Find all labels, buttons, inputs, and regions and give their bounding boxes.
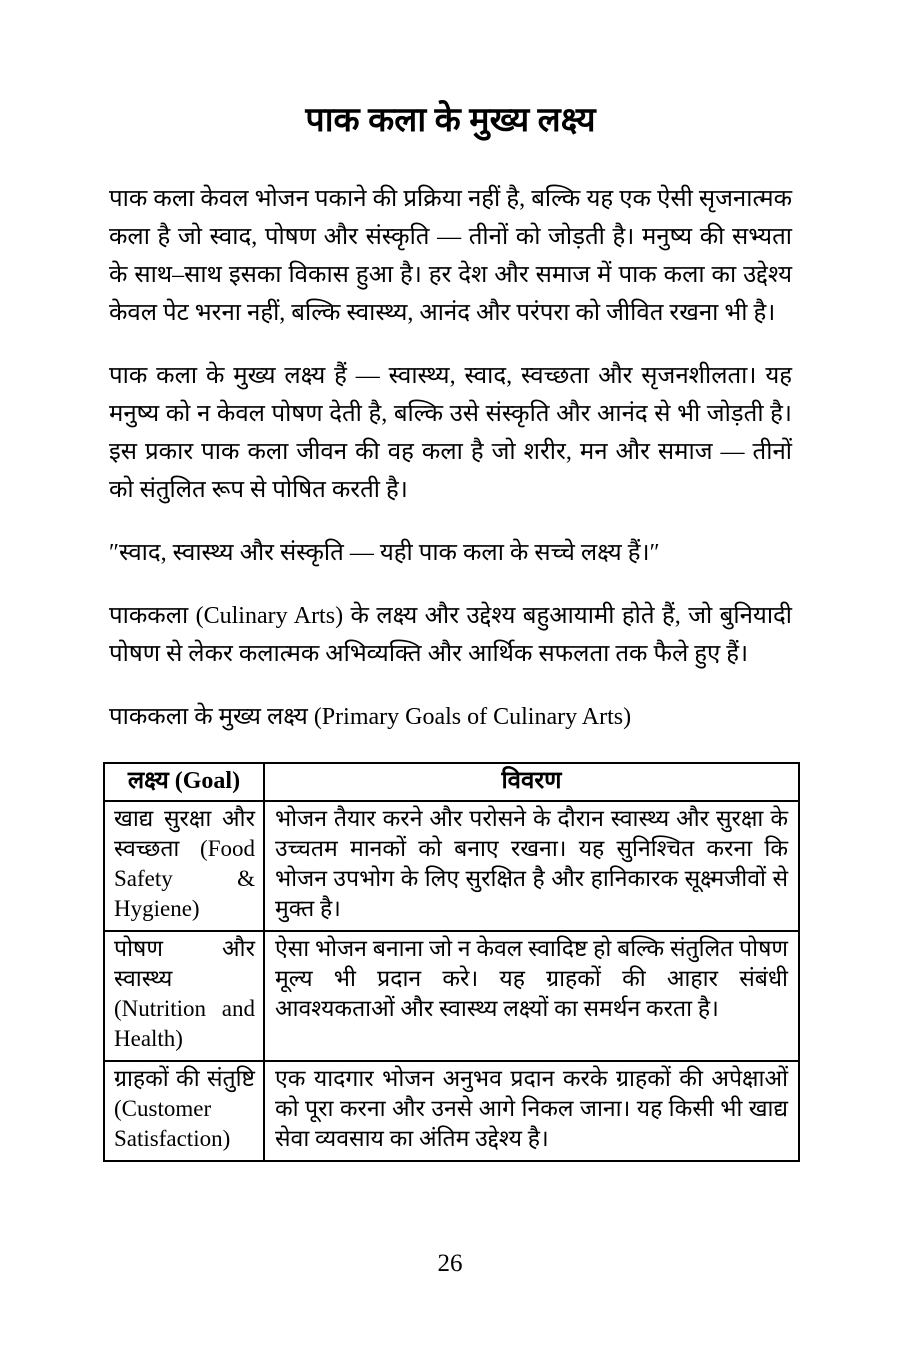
goal-cell-food-safety: खाद्य सुरक्षा और स्वच्छता (Food Safety & Hygiene)	[104, 801, 264, 931]
goal-cell-nutrition: पोषण और स्वास्थ्य (Nutrition and Health)	[104, 931, 264, 1061]
page-content	[109, 0, 792, 1162]
header-cell-goal: लक्ष्य (Goal)	[104, 763, 264, 801]
goal-cell-customer-satisfaction: ग्राहकों की संतुष्टि (Customer Satisfaction)	[104, 1061, 264, 1161]
page-number: 26	[437, 1250, 463, 1277]
quote-line: ″स्वाद, स्वास्थ्य और संस्कृति — यही पाक कला के सच्चे लक्ष्य हैं।″	[109, 539, 660, 566]
table-row	[104, 801, 799, 931]
paragraph-intro: पाक कला केवल भोजन पकाने की प्रक्रिया नहीं है, बल्कि यह एक ऐसी सृजनात्मक कला है जो स्वाद, पोषण और संस्कृति — तीनों को जोड़ती है। मनुष्य की सभ्यता के साथ–साथ इसका विकास हुआ है। हर देश और समाज में पाक कला का उद्देश्य केवल पेट भरना नहीं, बल्कि स्वास्थ्य, आनंद और परंपरा को जीवित रखना भी है।	[109, 185, 792, 326]
paragraph-culinary-arts: पाककला (Culinary Arts) के लक्ष्य और उद्देश्य बहुआयामी होते हैं, जो बुनियादी पोषण से लेकर कलात्मक अभिव्यक्ति और आर्थिक सफलता तक फैले हुए हैं।	[109, 602, 792, 667]
table-heading: पाककला के मुख्य लक्ष्य (Primary Goals of Culinary Arts)	[109, 703, 632, 730]
paragraph-goals: पाक कला के मुख्य लक्ष्य हैं — स्वास्थ्य, स्वाद, स्वच्छता और सृजनशीलता। यह मनुष्य को न केवल पोषण देती है, बल्कि उसे संस्कृति और आनंद से भी जोड़ती है। इस प्रकार पाक कला जीवन की वह कला है जो शरीर, मन और समाज — तीनों को संतुलित रूप से पोषित करती है।	[109, 362, 792, 503]
description-cell-food-safety: भोजन तैयार करने और परोसने के दौरान स्वास्थ्य और सुरक्षा के उच्चतम मानकों को बनाए रखना। यह सुनिश्चित करना कि भोजन उपभोग के लिए सुरक्षित है और हानिकारक सूक्ष्मजीवों से मुक्त है।	[264, 801, 799, 931]
table-row	[104, 1061, 799, 1161]
table-row	[104, 931, 799, 1061]
page-title: पाक कला के मुख्य लक्ष्य	[305, 102, 596, 139]
goals-table	[103, 762, 800, 1162]
description-cell-customer-satisfaction: एक यादगार भोजन अनुभव प्रदान करके ग्राहकों की अपेक्षाओं को पूरा करना और उनसे आगे निकल जाना। यह किसी भी खाद्य सेवा व्यवसाय का अंतिम उद्देश्य है।	[264, 1061, 799, 1161]
table-header-row	[104, 763, 799, 801]
description-cell-nutrition: ऐसा भोजन बनाना जो न केवल स्वादिष्ट हो बल्कि संतुलित पोषण मूल्य भी प्रदान करे। यह ग्राहकों की आहार संबंधी आवश्यकताओं और स्वास्थ्य लक्ष्यों का समर्थन करता है।	[264, 931, 799, 1061]
header-cell-description: विवरण	[264, 763, 799, 801]
